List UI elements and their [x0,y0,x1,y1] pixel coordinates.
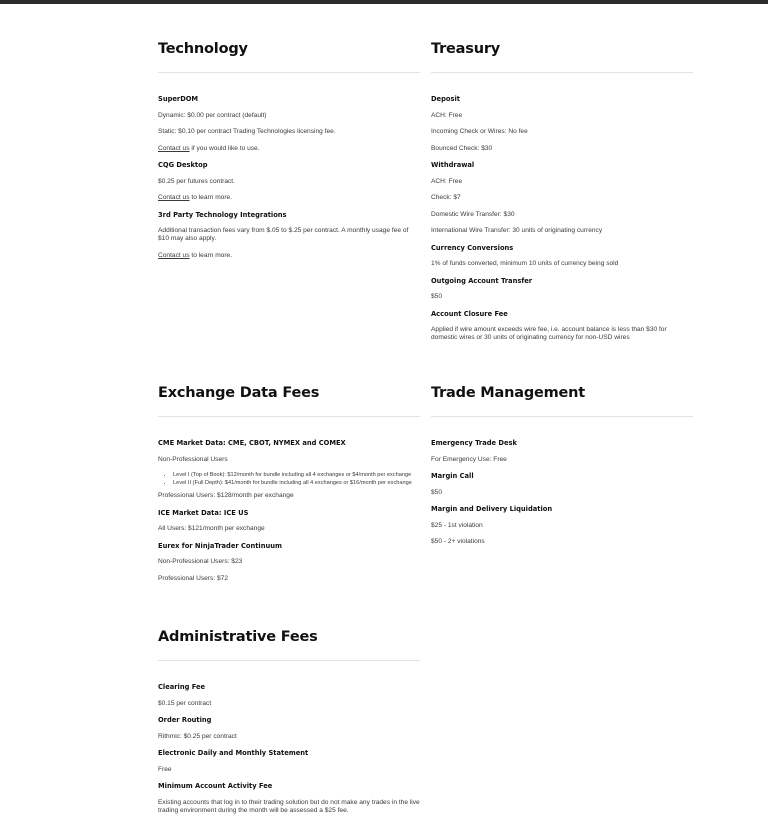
exchange-section [158,384,420,591]
third-party-desc: Additional transaction fees vary from $.05 to $.25 per contract. A monthly usage fee of $10 may also apply. [158,227,409,242]
clearing-price: $0.15 per contract [158,699,212,707]
liquidation-first: $25 - 1st violation [431,521,483,529]
routing-heading: Order Routing [158,716,212,724]
contact-text: to learn more. [189,251,233,259]
liquidation-second: $50 - 2+ violations [431,538,485,545]
divider [431,416,693,417]
deposit-incoming: Incoming Check or Wires: No fee [431,128,528,135]
section-title: Technology [158,41,248,57]
cme-levels-list [158,472,420,486]
technology-section [158,40,420,268]
list-item: • Level II (Full Depth): $41/month for bundle including all 4 exchanges or $16/month per exchange [173,480,420,487]
eurex-pro: Professional Users: $72 [158,574,229,582]
superdom-contact [158,145,420,153]
cme-nonpro: Non-Professional Users [158,455,228,463]
closure-heading: Account Closure Fee [431,309,508,318]
eurex-nonpro: Non-Professional Users: $23 [158,558,243,566]
section-title: Treasury [431,41,501,57]
top-bar [0,0,768,4]
currency-desc: 1% of funds converted, minimum 10 units of currency being sold [431,260,619,267]
outgoing-price: $50 [431,293,443,300]
statement-heading: Electronic Daily and Monthly Statement [158,749,309,757]
contact-text: to learn more. [189,194,233,201]
emergency-heading: Emergency Trade Desk [431,439,517,447]
contact-us-link[interactable]: Contact us [158,251,190,259]
admin-section [158,628,420,823]
margin-call-heading: Margin Call [431,472,474,480]
outgoing-heading: Outgoing Account Transfer [431,276,533,285]
third-party-contact [158,252,420,260]
withdrawal-international: International Wire Transfer: 30 units of originating currency [431,227,603,234]
withdrawal-ach: ACH: Free [431,177,463,185]
list-item: • Level I (Top of Book): $12/month for bundle including all 4 exchanges or $4/month per exchange [173,472,420,479]
routing-price: Rithmic: $0.25 per contract [158,732,237,740]
closure-desc: Applied if wire amount exceeds wire fee, i.e. account balance is less than $30 for domestic wires or 30 units of originating currency for non-USD wires [431,326,667,341]
liquidation-heading: Margin and Delivery Liquidation [431,505,553,513]
superdom-dynamic: Dynamic: $0.00 per contract (default) [158,111,267,119]
divider [431,72,693,73]
cqg-price: $0.25 per futures contract. [158,177,235,185]
eurex-heading: Eurex for NinjaTrader Continuum [158,541,282,550]
contact-us-link[interactable]: Contact us [158,194,190,201]
currency-heading: Currency Conversions [431,243,514,252]
superdom-static: Static: $0.10 per contract Trading Technologies licensing fee. [158,128,336,135]
ice-heading: ICE Market Data: ICE US [158,508,249,517]
cme-pro: Professional Users: $128/month per exchange [158,492,294,500]
cqg-heading: CQG Desktop [158,161,208,169]
ice-all: All Users: $121/month per exchange [158,525,265,533]
deposit-ach: ACH: Free [431,111,463,119]
divider [158,416,420,417]
section-title: Administrative Fees [158,629,318,645]
withdrawal-check: Check: $7 [431,194,461,201]
trade-section [431,384,693,555]
treasury-section [431,40,693,351]
cqg-contact [158,194,420,202]
margin-call-price: $50 [431,488,443,496]
contact-us-link[interactable]: Contact us [158,144,190,152]
min-activity-heading: Minimum Account Activity Fee [158,782,273,790]
deposit-heading: Deposit [431,95,460,103]
withdrawal-domestic: Domestic Wire Transfer: $30 [431,210,515,218]
cme-heading: CME Market Data: CME, CBOT, NYMEX and COMEX [158,439,346,447]
divider [158,72,420,73]
clearing-heading: Clearing Fee [158,683,206,691]
withdrawal-heading: Withdrawal [431,161,475,169]
deposit-bounced: Bounced Check: $30 [431,144,493,152]
min-activity-desc: Existing accounts that log in to their trading solution but do not make any trades in the live trading environment during the month will be assessed a $25 fee. [158,798,420,814]
section-title: Exchange Data Fees [158,385,320,401]
contact-text: if you would like to use. [189,144,260,152]
statement-price: Free [158,765,172,773]
third-party-heading: 3rd Party Technology Integrations [158,210,287,219]
divider [158,660,420,661]
emergency-desc: For Emergency Use: Free [431,455,507,463]
section-title: Trade Management [431,385,586,401]
superdom-heading: SuperDOM [158,95,199,103]
